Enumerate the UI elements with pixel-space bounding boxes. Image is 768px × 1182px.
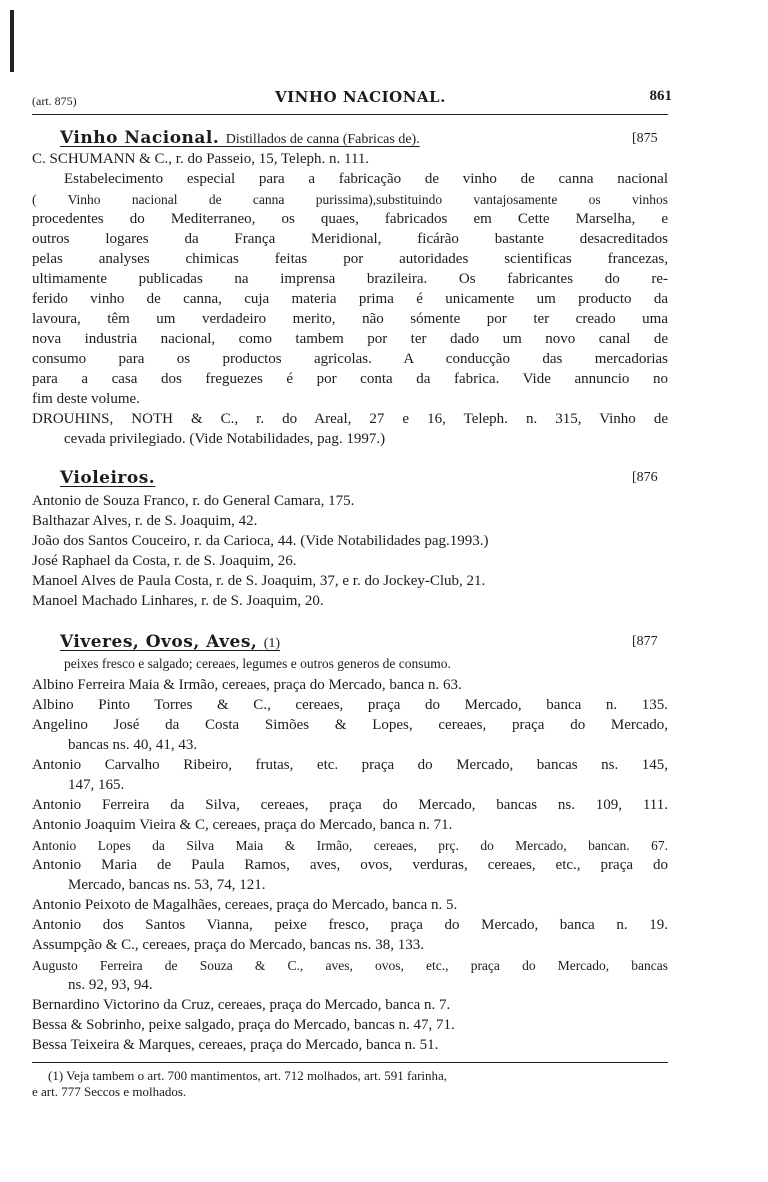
entry-line: Antonio Ferreira da Silva, cereaes, praça do Mercado, bancas ns. 109, 111.	[32, 797, 668, 813]
entry-line: João dos Santos Couceiro, r. da Carioca, 44. (Vide Notabilidades pag.1993.)	[32, 533, 489, 549]
paragraph-line: nova industria nacional, como tambem por ter dado um novo canal de	[32, 331, 668, 347]
header-article-ref: (art. 875)	[32, 94, 77, 108]
section-number: [877	[632, 634, 658, 649]
entry-line: Bernardino Victorino da Cruz, cereaes, praça do Mercado, banca n. 7.	[32, 997, 451, 1013]
entry-line: José Raphael da Costa, r. de S. Joaquim, 26.	[32, 553, 297, 569]
running-header	[32, 86, 672, 110]
entry-line: Antonio Carvalho Ribeiro, frutas, etc. praça do Mercado, bancas ns. 145,	[32, 757, 668, 773]
paragraph-line: procedentes do Mediterraneo, os quaes, fabricados em Cette Marselha, e	[32, 211, 668, 227]
entry-line: Manoel Alves de Paula Costa, r. de S. Joaquim, 37, e r. do Jockey-Club, 21.	[32, 573, 486, 589]
section-title: Violeiros.	[60, 468, 156, 488]
entry-line: C. SCHUMANN & C., r. do Passeio, 15, Teleph. n. 111.	[32, 151, 370, 167]
entry-line: Mercado, bancas ns. 53, 74, 121.	[68, 877, 266, 893]
entry-line: Manoel Machado Linhares, r. de S. Joaquim, 20.	[32, 593, 324, 609]
entry-line: Antonio de Souza Franco, r. do General Camara, 175.	[32, 493, 355, 509]
header-title: VINHO NACIONAL.	[275, 88, 446, 106]
section-title: Vinho Nacional. Distillados de canna (Fabricas de).	[60, 128, 420, 148]
paragraph-line: para a casa dos freguezes é por conta da fabrica. Vide annuncio no	[32, 371, 668, 387]
entry-line: 147, 165.	[68, 777, 125, 793]
footnote-line: (1) Veja tambem o art. 700 mantimentos, art. 712 molhados, art. 591 farinha,	[48, 1068, 448, 1083]
paragraph-line: pelas analyses chimicas feitas por autoridades scientificas francezas,	[32, 251, 668, 267]
entry-line: Bessa Teixeira & Marques, cereaes, praça do Mercado, banca n. 51.	[32, 1037, 439, 1053]
section-number: [876	[632, 470, 658, 485]
entry-line: Antonio Lopes da Silva Maia & Irmão, cereaes, prç. do Mercado, bancan. 67.	[32, 838, 668, 853]
entry-line: Bessa & Sobrinho, peixe salgado, praça do Mercado, bancas n. 47, 71.	[32, 1017, 455, 1033]
section-number: [875	[632, 131, 658, 146]
entry-line: Balthazar Alves, r. de S. Joaquim, 42.	[32, 513, 258, 529]
entry-line: Augusto Ferreira de Souza & C., aves, ovos, etc., praça do Mercado, bancas	[32, 958, 668, 973]
entry-line: ns. 92, 93, 94.	[68, 977, 153, 993]
section-title: Viveres, Ovos, Aves, (1)	[60, 632, 281, 652]
section-subtitle: peixes fresco e salgado; cereaes, legumes e outros generos de consumo.	[64, 656, 451, 671]
paragraph-line: fim deste volume.	[32, 391, 140, 407]
footnote-rule	[32, 1062, 668, 1063]
entry-line: DROUHINS, NOTH & C., r. do Areal, 27 e 16, Teleph. n. 315, Vinho de	[32, 411, 668, 427]
paragraph-line: ( Vinho nacional de canna purissima),substituindo vantajosamente os vinhos	[32, 192, 668, 207]
paragraph-line: consumo para os productos agricolas. A conducção das mercadorias	[32, 351, 668, 367]
entry-line: Assumpção & C., cereaes, praça do Mercado, bancas ns. 38, 133.	[32, 937, 424, 953]
footnote-line: e art. 777 Seccos e molhados.	[32, 1084, 187, 1099]
entry-line: Albino Pinto Torres & C., cereaes, praça do Mercado, banca n. 135.	[32, 697, 668, 713]
paragraph-line: lavoura, têm um verdadeiro merito, não sómente por ter creado uma	[32, 311, 668, 327]
entry-line: Antonio dos Santos Vianna, peixe fresco, praça do Mercado, banca n. 19.	[32, 917, 668, 933]
entry-line: bancas ns. 40, 41, 43.	[68, 737, 198, 753]
entry-line: Albino Ferreira Maia & Irmão, cereaes, praça do Mercado, banca n. 63.	[32, 677, 462, 693]
page-edge-mark	[10, 10, 14, 72]
section-description: Distillados de canna (Fabricas de).	[225, 132, 420, 147]
entry-line: Antonio Maria de Paula Ramos, aves, ovos, verduras, cereaes, etc., praça do	[32, 857, 668, 873]
footnote-marker: (1)	[263, 636, 281, 651]
entry-line: Angelino José da Costa Simões & Lopes, cereaes, praça do Mercado,	[32, 717, 668, 733]
entry-line: Antonio Joaquim Vieira & C, cereaes, praça do Mercado, banca n. 71.	[32, 817, 453, 833]
page-number: 861	[649, 88, 672, 104]
entry-line: Antonio Peixoto de Magalhães, cereaes, praça do Mercado, banca n. 5.	[32, 897, 458, 913]
entry-line: cevada privilegiado. (Vide Notabilidades, pag. 1997.)	[64, 431, 386, 447]
header-rule	[32, 114, 668, 115]
paragraph-line: ultimamente publicadas na imprensa brazileira. Os fabricantes do re-	[32, 271, 668, 287]
paragraph-line: Estabelecimento especial para a fabricação de vinho de canna nacional	[64, 171, 668, 187]
paragraph-line: ferido vinho de canna, cuja materia prima é unicamente um producto da	[32, 291, 668, 307]
paragraph-line: outros logares da França Meridional, ficárão bastante desacreditados	[32, 231, 668, 247]
